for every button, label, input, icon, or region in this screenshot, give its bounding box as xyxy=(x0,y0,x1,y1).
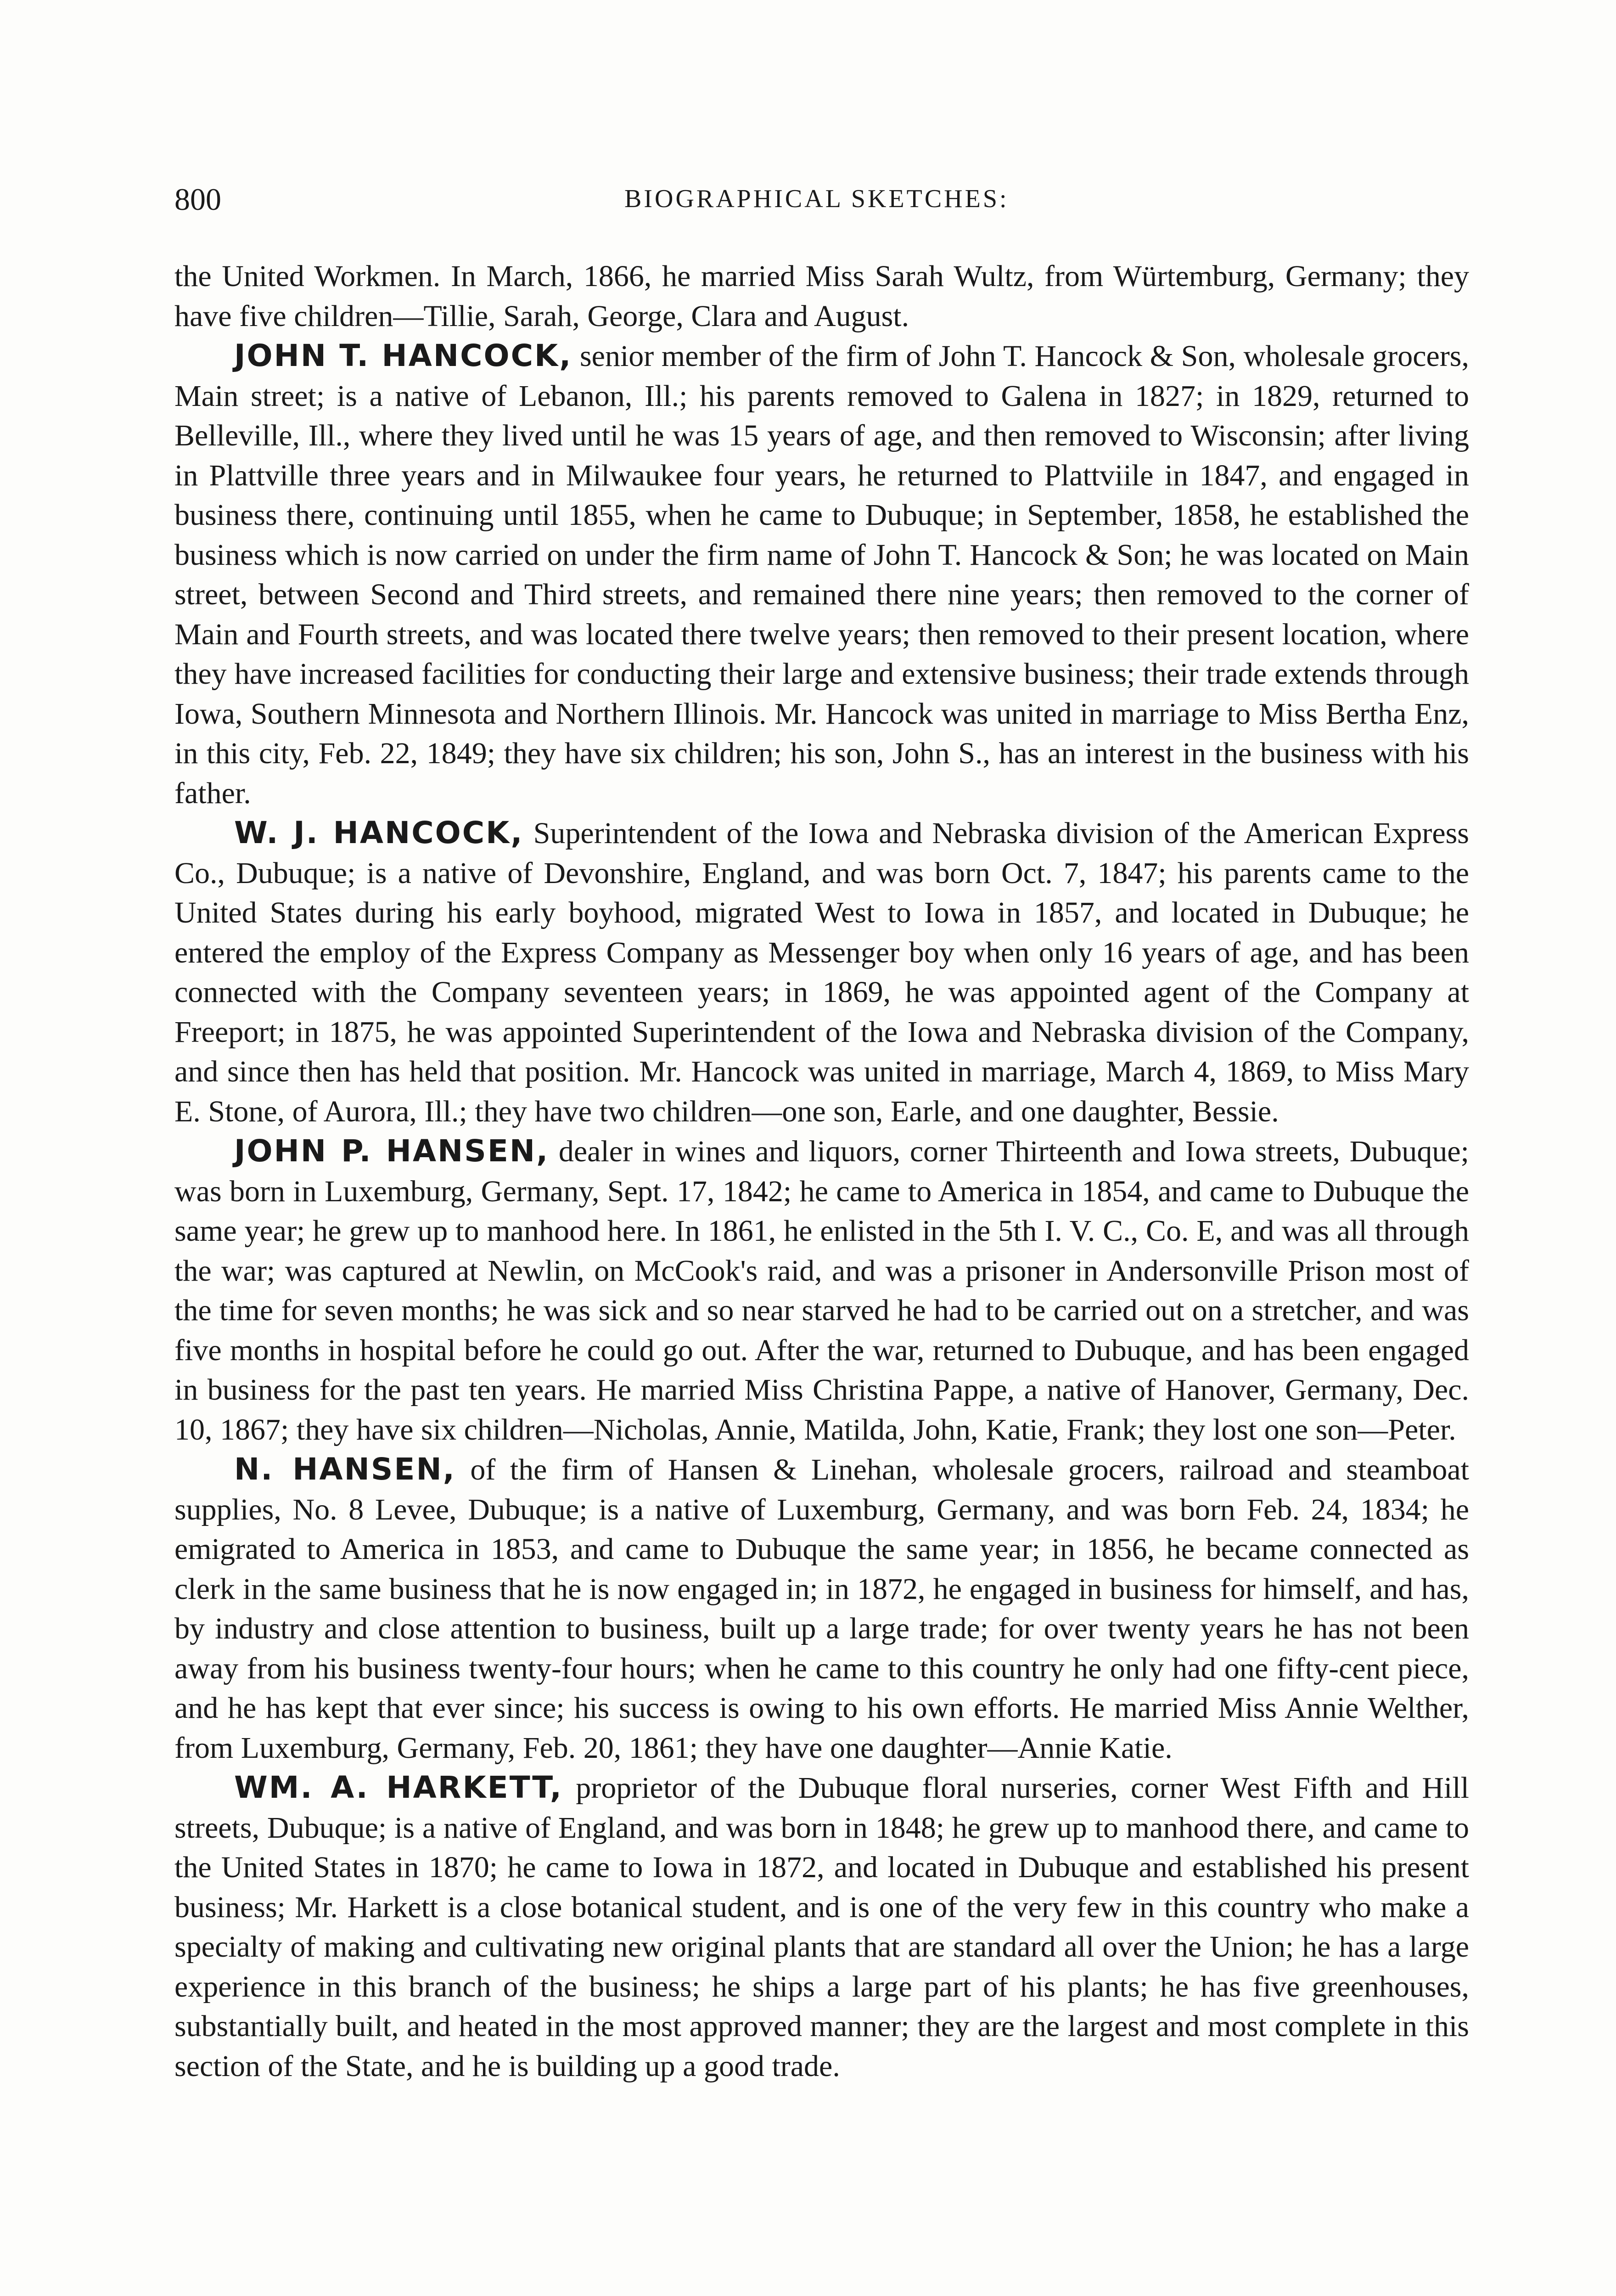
entry-name: JOHN T. HANCOCK, xyxy=(234,338,572,373)
paragraph-text: the United Workmen. In March, 1866, he married Miss Sarah Wultz, from Würtemburg, Germany; they have five children—Tillie, Sarah, George, Clara and August. xyxy=(174,259,1469,333)
page-number: 800 xyxy=(174,182,221,217)
entry-text: Superintendent of the Iowa and Nebraska division of the American Express Co., Dubuque; is a native of Devonshire, England, and was born Oct. 7, 1847; his parents came to the United States during his early boyhood, migrated West to Iowa in 1857, and located in Dubuque; he entered the employ of the Express Company as Messenger boy when only 16 years of age, and has been connected with the Company seventeen years; in 1869, he was appointed agent of the Company at Freeport; in 1875, he was appointed Superintendent of the Iowa and Nebraska division of the Company, and since then has held that position. Mr. Hancock was united in marriage, March 4, 1869, to Miss Mary E. Stone, of Aurora, Ill.; they have two children—one son, Earle, and one daughter, Bessie. xyxy=(174,816,1469,1128)
entry-text: senior member of the firm of John T. Hancock & Son, wholesale grocers, Main street; is a native of Lebanon, Ill.; his parents removed to Galena in 1827; in 1829, returned to Belleville, Ill., where they lived until he was 15 years of age, and then removed to Wisconsin; after living in Plattville three years and in Milwaukee four years, he returned to Plattviile in 1847, and engaged in business there, continuing until 1855, when he came to Dubuque; in September, 1858, he established the business which is now carried on under the firm name of John T. Hancock & Son; he was located on Main street, between Second and Third streets, and remained there nine years; then removed to the corner of Main and Fourth streets, and was located there twelve years; then removed to their present location, where they have increased facilities for conducting their large and extensive business; their trade extends through Iowa, Southern Minnesota and Northern Illinois. Mr. Hancock was united in marriage to Miss Bertha Enz, in this city, Feb. 22, 1849; they have six children; his son, John S., has an interest in the business with his father. xyxy=(174,339,1469,810)
biography-entry-n-hansen xyxy=(174,1450,1469,1768)
book-page xyxy=(174,181,1469,2086)
continued-paragraph xyxy=(174,257,1469,336)
running-title: BIOGRAPHICAL SKETCHES: xyxy=(624,185,1009,213)
biography-entry-john-p-hansen xyxy=(174,1131,1469,1450)
entry-name: WM. A. HARKETT, xyxy=(234,1770,563,1805)
entry-name: N. HANSEN, xyxy=(234,1452,456,1487)
biography-entry-john-t-hancock xyxy=(174,336,1469,813)
biography-entry-w-j-hancock xyxy=(174,813,1469,1131)
entry-text: proprietor of the Dubuque floral nurseries, corner West Fifth and Hill streets, Dubuque; is a native of England, and was born in 1848; he grew up to manhood there, and came to the United States in 1870; he came to Iowa in 1872, and located in Dubuque and established his present business; Mr. Harkett is a close botanical student, and is one of the very few in this country who make a specialty of making and cultivating new original plants that are standard all over the Union; he has a large experience in this branch of the business; he ships a large part of his plants; he has five greenhouses, substantially built, and heated in the most approved manner; they are the largest and most complete in this section of the State, and he is building up a good trade. xyxy=(174,1771,1469,2083)
entry-name: W. J. HANCOCK, xyxy=(234,815,524,850)
entry-name: JOHN P. HANSEN, xyxy=(234,1133,550,1169)
page-body xyxy=(174,257,1469,2086)
entry-text: dealer in wines and liquors, corner Thirteenth and Iowa streets, Dubuque; was born in Luxemburg, Germany, Sept. 17, 1842; he came to America in 1854, and came to Dubuque the same year; he grew up to manhood here. In 1861, he enlisted in the 5th I. V. C., Co. E, and was all through the war; was captured at Newlin, on McCook's raid, and was a prisoner in Andersonville Prison most of the time for seven months; he was sick and so near starved he had to be carried out on a stretcher, and was five months in hospital before he could go out. After the war, returned to Dubuque, and has been engaged in business for the past ten years. He married Miss Christina Pappe, a native of Hanover, Germany, Dec. 10, 1867; they have six children—Nicholas, Annie, Matilda, John, Katie, Frank; they lost one son—Peter. xyxy=(174,1135,1469,1446)
entry-text: of the firm of Hansen & Linehan, wholesale grocers, railroad and steamboat supplies, No. 8 Levee, Dubuque; is a native of Luxemburg, Germany, and was born Feb. 24, 1834; he emigrated to America in 1853, and came to Dubuque the same year; in 1856, he became connected as clerk in the same business that he is now engaged in; in 1872, he engaged in business for himself, and has, by industry and close attention to business, built up a large trade; for over twenty years he has not been away from his business twenty-four hours; when he came to this country he only had one fifty-cent piece, and he has kept that ever since; his success is owing to his own efforts. He married Miss Annie Welther, from Luxemburg, Germany, Feb. 20, 1861; they have one daughter—Annie Katie. xyxy=(174,1453,1469,1765)
biography-entry-wm-a-harkett xyxy=(174,1768,1469,2086)
page-header xyxy=(174,181,1469,236)
